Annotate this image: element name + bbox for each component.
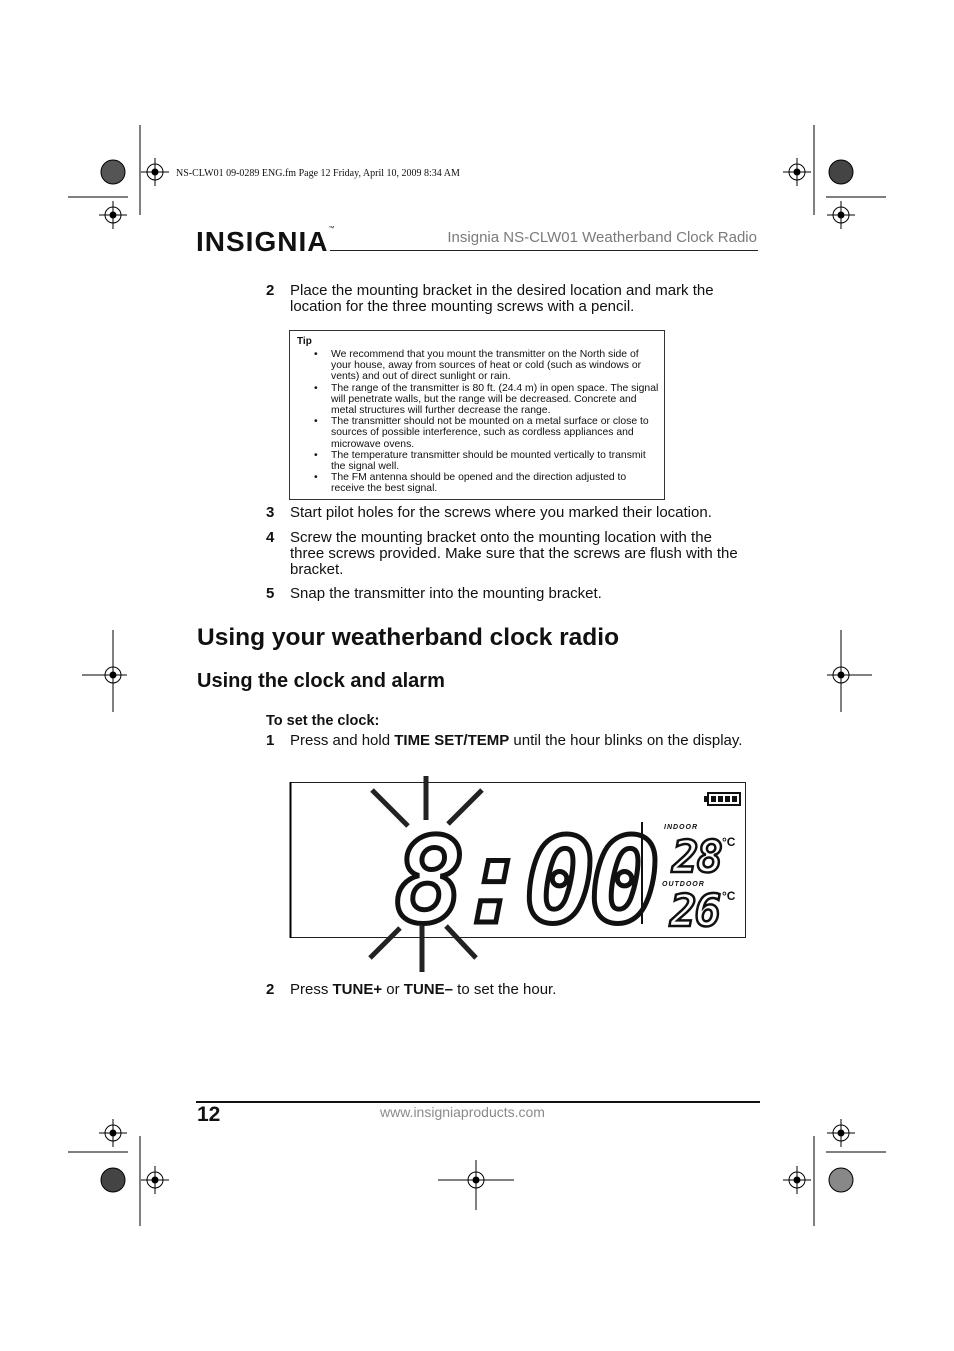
step-text xyxy=(290,733,746,749)
tip-box xyxy=(289,330,665,500)
outdoor-temp: 26 xyxy=(670,886,719,937)
tip-text: The range of the transmitter is 80 ft. (24.4 m) in open space. The signal will penetrate walls, but the range will be decreased. Concrete and metal structures will further decrease the range. xyxy=(331,382,659,417)
step-number: 4 xyxy=(266,529,275,546)
tip-item xyxy=(314,450,659,472)
step-number: 5 xyxy=(266,585,275,602)
lcd-svg xyxy=(290,782,746,972)
bullet-icon: • xyxy=(314,349,318,360)
tip-text: The transmitter should not be mounted on a metal surface or close to sources of possible interference, such as cordless appliances and microwave ovens. xyxy=(331,416,649,450)
tip-item xyxy=(314,416,659,450)
lcd-display-illustration xyxy=(290,782,746,950)
step-number: 2 xyxy=(266,282,275,299)
subsection-title: Using the clock and alarm xyxy=(197,670,445,692)
tip-text: The temperature transmitter should be mounted vertically to transmit the signal well. xyxy=(331,449,646,473)
insignia-logo xyxy=(196,226,335,258)
step-text: Start pilot holes for the screws where you marked their location. xyxy=(290,504,712,521)
text-run: or xyxy=(382,981,404,998)
step-number: 1 xyxy=(266,732,275,749)
step-5-snap-transmitter xyxy=(266,586,746,602)
step-text: Screw the mounting bracket onto the mounting location with the three screws provided. Make sure that the screws are flush with the bracket. xyxy=(290,529,738,578)
button-name-time-set-temp: TIME SET/TEMP xyxy=(394,732,510,749)
logo-text: INSIGNIA xyxy=(196,226,329,257)
indoor-temp: 28 xyxy=(672,832,721,883)
text-run: Press and hold xyxy=(290,732,395,749)
step-text: Snap the transmitter into the mounting bracket. xyxy=(290,585,602,602)
indoor-unit: °C xyxy=(722,835,736,849)
outdoor-label: OUTDOOR xyxy=(662,881,705,888)
footer-rule xyxy=(196,1101,760,1103)
step-text xyxy=(290,982,746,998)
section-title: Using your weatherband clock radio xyxy=(197,624,620,651)
tip-item xyxy=(314,472,659,494)
lcd-time: 8:00 xyxy=(394,812,655,950)
step-2-mount xyxy=(266,283,746,315)
step-4-screw-bracket xyxy=(266,530,746,578)
tip-item xyxy=(314,383,659,417)
step-3-pilot-holes xyxy=(266,505,746,521)
tip-label: Tip xyxy=(297,336,312,347)
step-1-time-set xyxy=(266,733,746,749)
header-rule xyxy=(330,250,758,251)
tip-item xyxy=(314,349,659,383)
bullet-icon: • xyxy=(314,472,318,484)
step-2-tune xyxy=(266,982,746,998)
bullet-icon: • xyxy=(314,416,318,428)
text-run: to set the hour. xyxy=(452,981,557,998)
step-text: Place the mounting bracket in the desired location and mark the location for the three mounting screws with a pencil. xyxy=(290,282,714,315)
button-name-tune-plus: TUNE+ xyxy=(332,981,383,998)
bullet-icon: • xyxy=(314,449,318,461)
step-number: 3 xyxy=(266,504,275,521)
button-name-tune-minus: TUNE– xyxy=(403,981,453,998)
procedure-title: To set the clock: xyxy=(266,713,380,729)
page-number: 12 xyxy=(197,1103,221,1126)
step-number: 2 xyxy=(266,981,275,998)
indoor-label: INDOOR xyxy=(664,824,698,831)
file-slug: NS-CLW01 09-0289 ENG.fm Page 12 Friday, April 10, 2009 8:34 AM xyxy=(176,168,460,179)
text-run: until the hour blinks on the display. xyxy=(509,732,743,749)
tip-text: We recommend that you mount the transmitter on the North side of your house, away from sources of heat or cold (such as windows or vents) and out of direct sunlight or rain. xyxy=(331,349,642,383)
text-run: Press xyxy=(290,981,333,998)
header-title: Insignia NS-CLW01 Weatherband Clock Radio xyxy=(447,229,757,246)
outdoor-unit: °C xyxy=(722,889,736,903)
tip-text: The FM antenna should be opened and the direction adjusted to receive the best signal. xyxy=(331,472,627,495)
logo-trademark: ™ xyxy=(328,226,336,232)
tip-list xyxy=(314,349,659,495)
bullet-icon: • xyxy=(314,382,318,394)
battery-icon xyxy=(704,793,740,805)
footer-url: www.insigniaproducts.com xyxy=(380,1104,545,1120)
